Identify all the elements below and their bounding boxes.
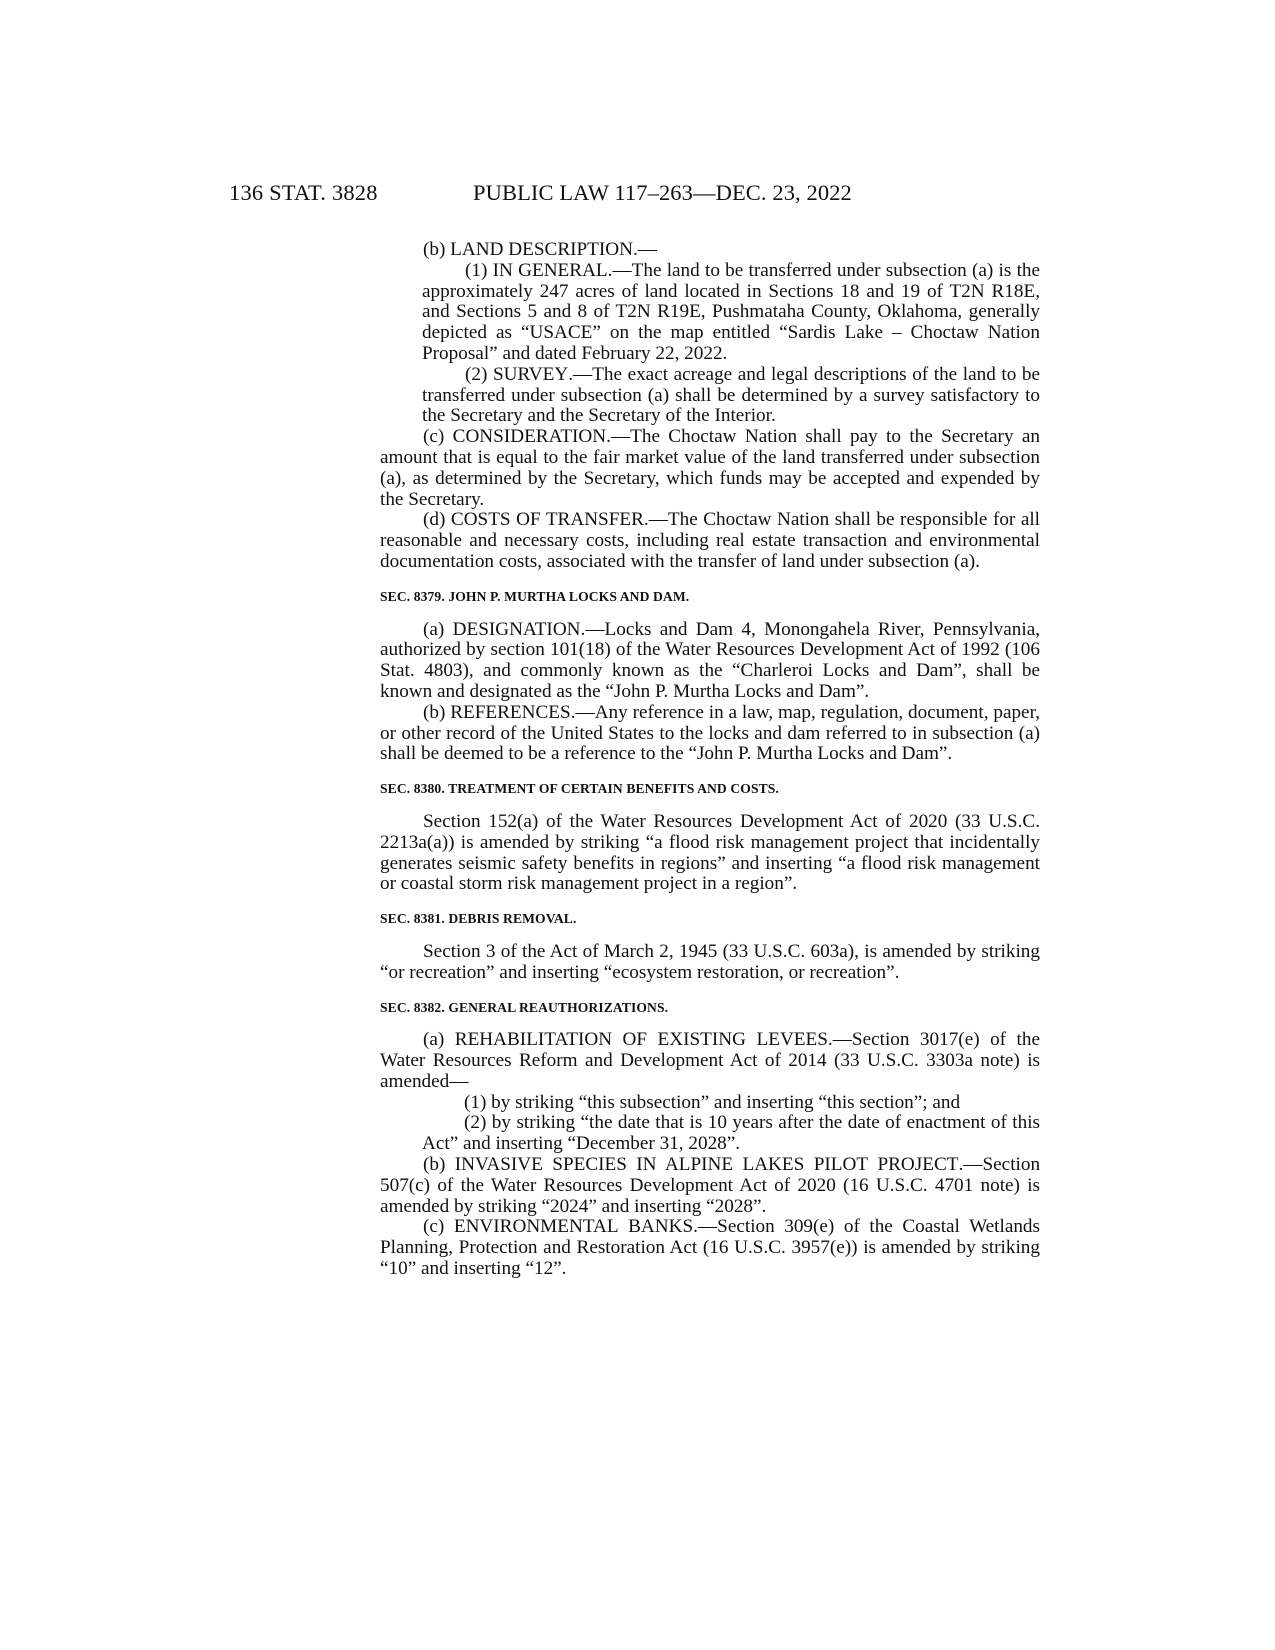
section-heading-8381: SEC. 8381. DEBRIS REMOVAL. [380, 911, 577, 927]
section-heading-8380: SEC. 8380. TREATMENT OF CERTAIN BENEFITS AND COSTS. [380, 781, 779, 797]
subsection-c-consideration: (c) CONSIDERATION.—The Choctaw Nation shall pay to the Secretary an amount that is equal to the fair market value of the land transferred under subsection (a), as determined by the Secretary, which funds may be accepted and expended by the Secretary. [380, 426, 1040, 510]
subsection-d-costs-of-transfer: (d) COSTS OF TRANSFER.—The Choctaw Nation shall be responsible for all reasonable and necessary costs, including real estate transaction and environmental documentation costs, associated with the transfer of land under subsection (a). [380, 509, 1041, 572]
sec8381-text: Section 3 of the Act of March 2, 1945 (33 U.S.C. 603a), is amended by striking “or recreation” and inserting “ecosystem restoration, or recreation”. [380, 940, 1040, 983]
sec8382-paragraph-a1: (1) by striking “this subsection” and inserting “this section”; and [464, 1091, 961, 1113]
paragraph-b2-survey: (2) SURVEY.—The exact acreage and legal descriptions of the land to be transferred under subsection (a) shall be determined by a survey satisfactory to the Secretary and the Secretary of the Interior. [422, 363, 1040, 427]
document-body [380, 240, 1040, 1280]
public-law-title: PUBLIC LAW 117–263—DEC. 23, 2022 [473, 180, 852, 205]
section-heading-8379: SEC. 8379. JOHN P. MURTHA LOCKS AND DAM. [380, 588, 690, 604]
paragraph-b1-in-general: (1) IN GENERAL.—The land to be transferred under subsection (a) is the approximately 247 acres of land located in Sections 18 and 19 of T2N R18E, and Sections 5 and 8 of T2N R19E, Pushmataha County, Oklahoma, generally depicted as “USACE” on the map entitled “Sardis Lake – Choctaw Nation Proposal” and dated February 22, 2022. [422, 259, 1041, 364]
section-heading-8382: SEC. 8382. GENERAL REAUTHORIZATIONS. [380, 999, 669, 1015]
page-header [229, 180, 929, 216]
sec8380-text: Section 152(a) of the Water Resources Development Act of 2020 (33 U.S.C. 2213a(a)) is amended by striking “a flood risk management project that incidentally generates seismic safety benefits in regions” and inserting “a flood risk management or coastal storm risk management project in a region”. [380, 810, 1040, 895]
sec8382-paragraph-a2: (2) by striking “the date that is 10 years after the date of enactment of this Act” and inserting “December 31, 2028”. [422, 1112, 1040, 1155]
sec8379-subsection-b-references: (b) REFERENCES.—Any reference in a law, map, regulation, document, paper, or other record of the United States to the locks and dam referred to in subsection (a) shall be deemed to be a reference to the “John P. Murtha Locks and Dam”. [380, 701, 1040, 765]
stat-page-number: 136 STAT. 3828 [229, 180, 378, 205]
sec8382-subsection-c-environmental-banks: (c) ENVIRONMENTAL BANKS.—Section 309(e) of the Coastal Wetlands Planning, Protection and Restoration Act (16 U.S.C. 3957(e)) is amended by striking “10” and inserting “12”. [380, 1216, 1040, 1280]
sec8382-subsection-a-rehabilitation: (a) REHABILITATION OF EXISTING LEVEES.—Section 3017(e) of the Water Resources Reform and Development Act of 2014 (33 U.S.C. 3303a note) is amended— [380, 1029, 1040, 1092]
subsection-b-land-description: (b) LAND DESCRIPTION.— [423, 239, 657, 260]
sec8382-subsection-b-invasive-species: (b) INVASIVE SPECIES IN ALPINE LAKES PILOT PROJECT.—Section 507(c) of the Water Resources Development Act of 2020 (16 U.S.C. 4701 note) is amended by striking “2024” and inserting “2028”. [380, 1154, 1041, 1217]
sec8379-subsection-a-designation: (a) DESIGNATION.—Locks and Dam 4, Monongahela River, Pennsylvania, authorized by section 101(18) of the Water Resources Development Act of 1992 (106 Stat. 4803), and commonly known as the “Charleroi Locks and Dam”, shall be known and designated as the “John P. Murtha Locks and Dam”. [380, 618, 1041, 702]
